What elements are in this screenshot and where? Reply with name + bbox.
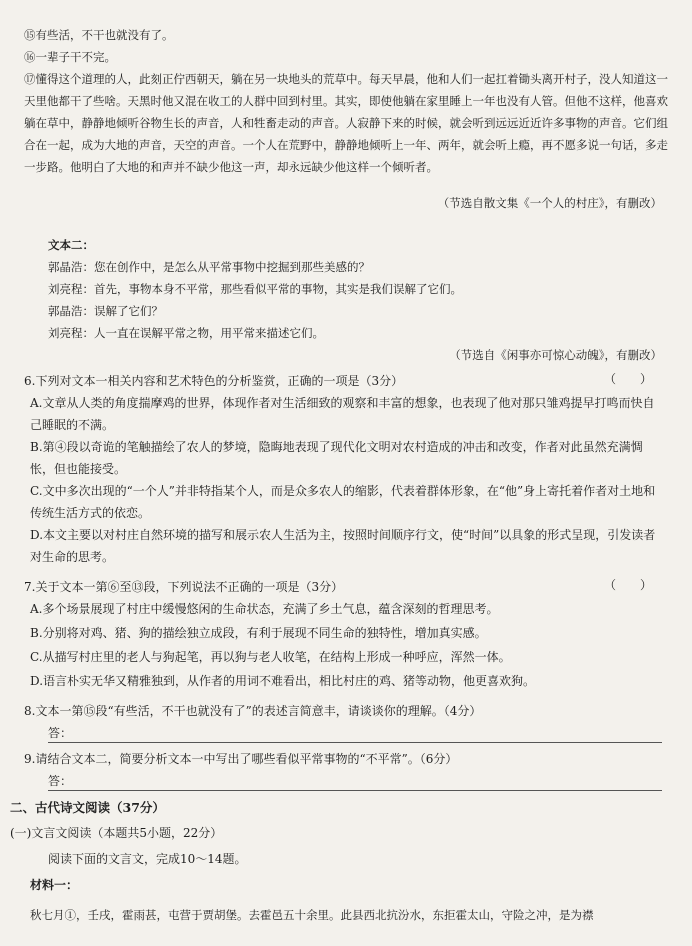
question-9-stem: 9.请结合文本二，简要分析文本一中写出了哪些看似平常事物的“不平常”。（6分） [24,752,458,766]
question-7-answer-bracket[interactable]: （ ） [603,578,652,592]
section-2-instruction: 阅读下面的文言文，完成10～14题。 [48,852,247,866]
question-6-option-d[interactable]: D.本文主要以对村庄自然环境的描写和展示农人生活为主，按照时间顺序行文，使“时间”以具象的形式呈现，引发读者对生命的思考。 [30,528,656,564]
question-9-answer-label: 答： [48,774,73,788]
question-9-answer-line[interactable] [48,790,662,791]
section-2-title: 二、古代诗文阅读（37分） [10,800,165,815]
question-8-answer-label: 答： [48,726,73,740]
question-8-stem: 8.文本一第⑮段“有些活，不干也就没有了”的表述言简意丰，请谈谈你的理解。（4分） [24,704,482,718]
interview-line: 郭晶浩：您在创作中，是怎么从平常事物中挖掘到那些美感的？ [48,260,370,274]
question-6-stem: 6.下列对文本一相关内容和艺术特色的分析鉴赏，正确的一项是（3分） [24,374,404,388]
interview-line: 刘亮程：首先，事物本身不平常，那些看似平常的事物，其实是我们误解了它们。 [48,282,462,296]
question-7-option-b[interactable]: B.分别将对鸡、猪、狗的描绘独立成段，有利于展现不同生命的独特性，增加真实感。 [30,626,487,640]
paragraph-15: ⑮有些活，不干也就没有了。 [24,28,174,42]
question-6-answer-bracket[interactable]: （ ） [603,372,652,386]
question-6-option-c[interactable]: C.文中多次出现的“一个人”并非特指某个人，而是众多农人的缩影，代表着群体形象，在“他”身上寄托着作者对土地和传统生活方式的依恋。 [30,484,656,520]
question-7-option-a[interactable]: A.多个场景展现了村庄中缓慢悠闲的生命状态，充满了乡土气息，蕴含深刻的哲理思考。 [30,602,499,616]
question-6-option-b[interactable]: B.第④段以奇诡的笔触描绘了农人的梦境，隐晦地表现了现代化文明对农村造成的冲击和改变，作者对此虽然充满惆怅，但也能接受。 [30,440,643,476]
question-7-option-d[interactable]: D.语言朴实无华又精雅独到，从作者的用词不难看出，相比村庄的鸡、猪等动物，他更喜欢狗。 [30,674,536,688]
text2-title: 文本二： [48,238,94,252]
question-6-option-a[interactable]: A.文章从人类的角度揣摩鸡的世界，体现作者对生活细致的观察和丰富的想象，也表现了他对那只雏鸡提早打鸣而快自己睡眠的不满。 [30,396,655,432]
paragraph-17: ⑰懂得这个道理的人，此刻正佇西朝天，躺在另一块地头的荒草中。每天早晨，他和人们一起扛着锄头离开村子，没人知道这一天里他都干了些啥。天黑时他又混在收工的人群中回到村里。其实，即使他躺在家里睡上一年也没有人管。但他不这样，他喜欢躺在草中，静静地倾听谷物生长的声音，人和牲畜走动的声音。人寂静下来的时候，就会听到远远近近许多事物的声音。它们组合在一起，成为大地的声音，天空的声音。一个人在荒野中，静静地倾听上一年、两年，就会听上瘾，再不愿多说一句话，多走一步路。他明白了大地的和声并不缺少他这一声，却永远缺少他这样一个倾听者。 [24,72,668,174]
text1-source: （节选自散文集《一个人的村庄》，有删改） [437,196,662,210]
paragraph-16: ⑯一辈子干不完。 [24,50,116,64]
question-7-stem: 7.关于文本一第⑥至⑬段，下列说法不正确的一项是（3分） [24,580,344,594]
text2-source: （节选自《闲事亦可惊心动魄》，有删改） [449,348,662,362]
material-1-text: 秋七月①，壬戌，霍雨甚，屯营于贾胡堡。去霍邑五十余里。此县西北抗汾水，东拒霍太山，守险之冲，是为襟 [30,908,594,922]
question-7-option-c[interactable]: C.从描写村庄里的老人与狗起笔，再以狗与老人收笔，在结构上形成一种呼应，浑然一体。 [30,650,511,664]
section-2-subtitle: (一)文言文阅读（本题共5小题，22分） [10,826,223,840]
question-8-answer-line[interactable] [48,742,662,743]
interview-line: 郭晶浩：误解了它们？ [48,304,163,318]
material-1-label: 材料一： [30,878,79,892]
interview-line: 刘亮程：人一直在误解平常之物，用平常来描述它们。 [48,326,324,340]
